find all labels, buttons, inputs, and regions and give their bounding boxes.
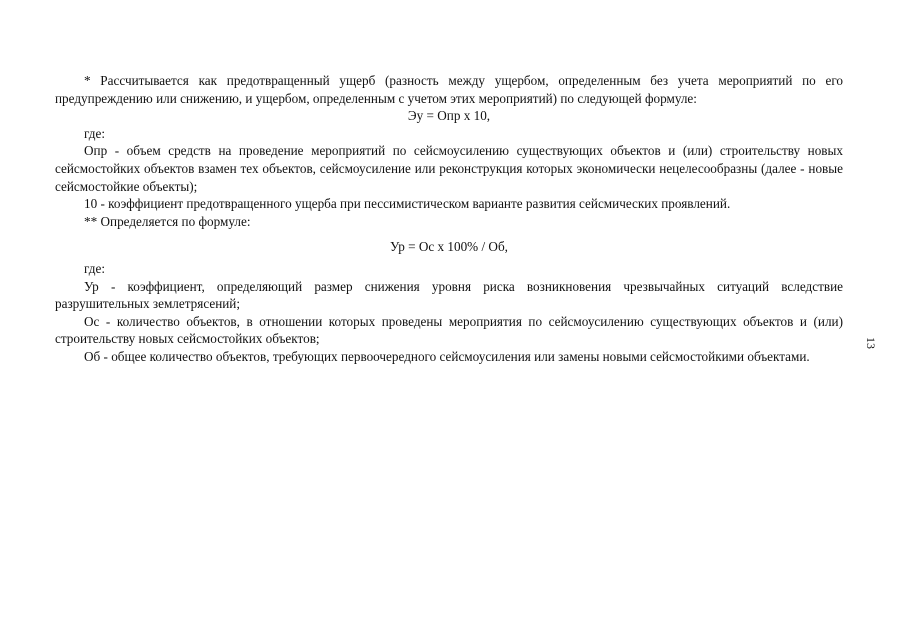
definition-os: Ос - количество объектов, в отношении которых проведены мероприятия по сейсмоусилению существующих объектов и (или) строительству новых сейсмостойких объектов; xyxy=(55,313,843,347)
where-label-2: где: xyxy=(84,260,105,276)
definition-ur: Ур - коэффициент, определяющий размер снижения уровня риска возникновения чрезвычайных ситуаций вследствие разрушительных землетрясений; xyxy=(55,278,843,312)
definition-opr: Опр - объем средств на проведение мероприятий по сейсмоусилению существующих объектов и (или) строительству новых сейсмостойких объектов взамен тех объектов, сейсмоусиление или реконструкция которых экономически нецелесообразны (далее - новые сейсмостойкие объекты); xyxy=(55,143,843,194)
formula-ur: Ур = Ос х 100% / Об, xyxy=(390,239,508,255)
footnote-1-intro: * Рассчитывается как предотвращенный ущерб (разность между ущербом, определенным без учета мероприятий по его предупреждению или снижению, и ущербом, определенным с учетом этих мероприятий) по следующей формуле: xyxy=(55,73,843,106)
definition-coefficient-10: 10 - коэффициент предотвращенного ущерба при пессимистическом варианте развития сейсмических проявлений. xyxy=(84,196,731,212)
formula-eu: Эу = Опр х 10, xyxy=(407,108,491,124)
document-body xyxy=(55,72,843,366)
definition-ob: Об - общее количество объектов, требующих первоочередного сейсмоусиления или замены новыми сейсмостойкими объектами. xyxy=(84,348,810,364)
page-number: 13 xyxy=(864,337,878,349)
where-label-1: где: xyxy=(84,125,105,141)
footnote-2-intro: ** Определяется по формуле: xyxy=(84,213,251,229)
